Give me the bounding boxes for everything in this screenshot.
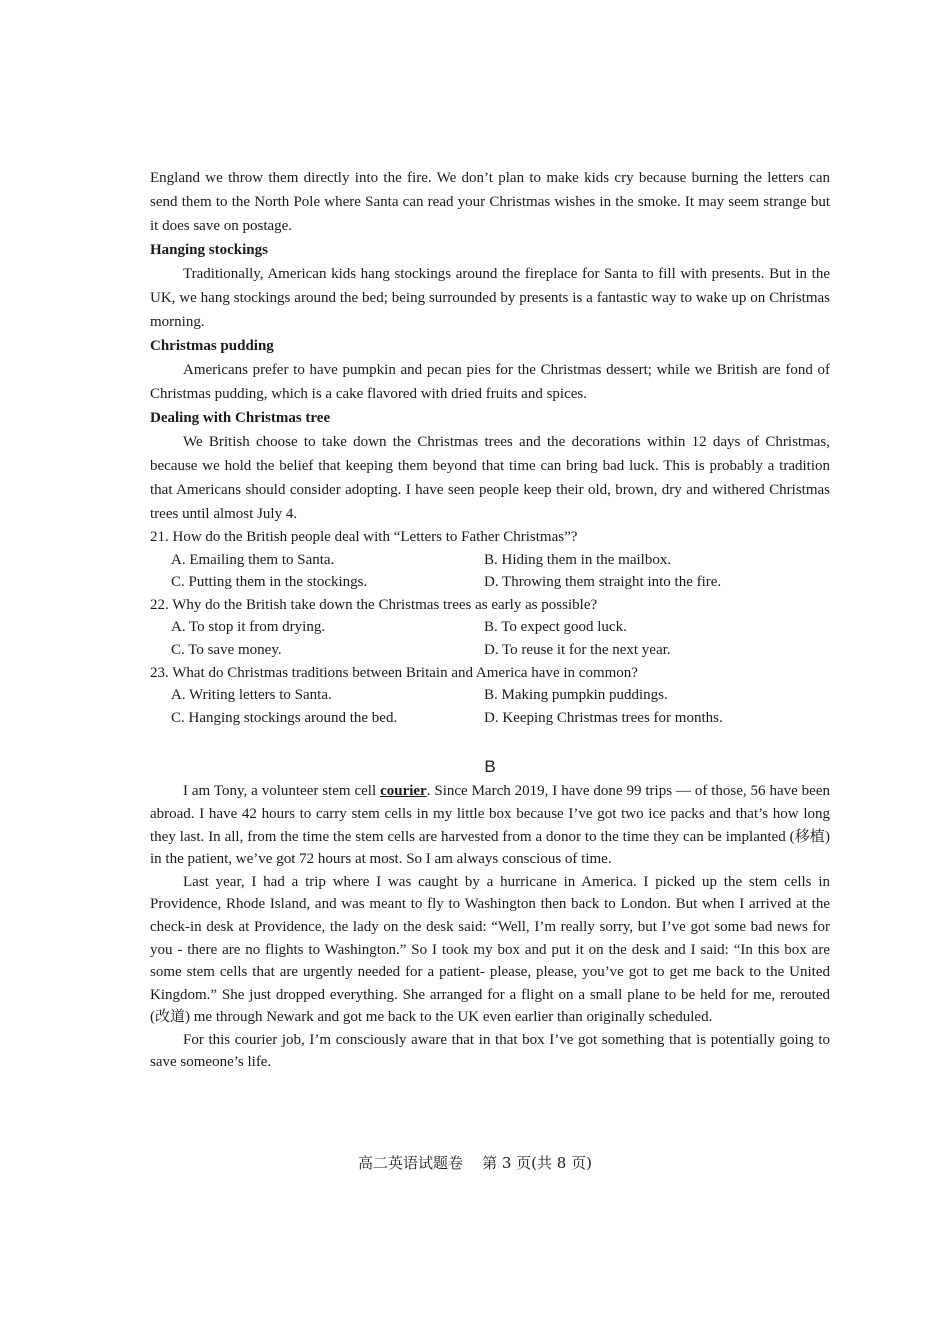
answer-options: [150, 616, 830, 661]
page-footer: 高二英语试题卷 第 3 页(共 8 页): [358, 1154, 592, 1172]
heading-hanging-stockings: Hanging stockings: [150, 242, 268, 258]
paragraph-christmas-tree: We British choose to take down the Christmas trees and the decorations within 12 days of Christmas, because we hold the belief that keeping them beyond that time can bring bad luck. This is probably a tradition that Americans should consider adopting. I have seen people keep their old, brown, dry and withered Christmas trees until almost July 4.: [150, 434, 830, 522]
passage-b-paragraph-1: [150, 780, 830, 870]
option-d: D. Throwing them straight into the fire.: [484, 574, 722, 591]
heading-christmas-tree: Dealing with Christmas tree: [150, 410, 331, 426]
option-b: B. To expect good luck.: [484, 619, 627, 636]
question-stem: 21. How do the British people deal with “Letters to Father Christmas”?: [150, 529, 578, 545]
question-21: [150, 526, 830, 594]
paragraph-stockings: Traditionally, American kids hang stockings around the fireplace for Santa to fill with presents. But in the UK, we hang stockings around the bed; being surrounded by presents is a fantastic way to wake up on Christmas morning.: [150, 266, 830, 330]
option-b: B. Hiding them in the mailbox.: [484, 551, 672, 568]
option-a: A. To stop it from drying.: [171, 619, 326, 636]
option-c: C. To save money.: [171, 641, 282, 658]
option-b: B. Making pumpkin puddings.: [484, 687, 668, 704]
option-d: D. Keeping Christmas trees for months.: [484, 709, 723, 726]
answer-options: [150, 684, 830, 729]
heading-christmas-pudding: Christmas pudding: [150, 338, 274, 354]
passage-b-paragraph-3: For this courier job, I’m consciously aware that in that box I’ve got something that is potentially going to save someone’s life.: [150, 1031, 830, 1071]
question-23: [150, 662, 830, 730]
question-stem: 22. Why do the British take down the Christmas trees as early as possible?: [150, 596, 598, 613]
passage-b: [150, 756, 830, 1074]
passage-a-continued-paragraph: England we throw them directly into the fire. We don’t plan to make kids cry because burning the letters can send them to the North Pole where Santa can read your Christmas wishes in the smoke. It may seem strange but it does save on postage.: [150, 170, 830, 234]
underlined-keyword: courier: [380, 783, 427, 800]
paragraph-pudding: Americans prefer to have pumpkin and pecan pies for the Christmas dessert; while we British are fond of Christmas pudding, which is a cake flavored with dried fruits and spices.: [150, 362, 830, 402]
option-a: A. Writing letters to Santa.: [171, 687, 332, 704]
option-c: C. Putting them in the stockings.: [171, 574, 368, 591]
option-a: A. Emailing them to Santa.: [171, 551, 335, 568]
question-stem: 23. What do Christmas traditions between Britain and America have in common?: [150, 664, 638, 681]
passage-b-paragraph-2: Last year, I had a trip where I was caught by a hurricane in America. I picked up the stem cells in Providence, Rhode Island, and was meant to fly to Washington then back to London. But when I arrived at the check-in desk at Providence, the lady on the desk said: “Well, I’m really sorry, but I’ve got some bad news for you - there are no flights to Washington.” So I took my box and put it on the desk and I said: “In this box are some stem cells that are urgently needed for a patient- please, please, you’ve got to get me back to the United Kingdom.” She just dropped everything. She arranged for a flight on a small plane to be held for me, rerouted (改道) me through Newark and got me back to the UK even earlier than originally scheduled.: [150, 873, 830, 1026]
option-c: C. Hanging stockings around the bed.: [171, 709, 398, 726]
section-title: B: [484, 757, 496, 777]
answer-options: [150, 549, 830, 594]
exam-page-body: [150, 166, 830, 1074]
question-22: [150, 594, 830, 662]
paragraph-text-after: . Since March 2019, I have done 99 trips — of those, 56 have been abroad. I have 42 hours to carry stem cells in my little box because I’ve got two ice packs and that’s how long they last. In all, from the time the stem cells are harvested from a donor to the time they can be implanted (移植) in the patient, we’ve got 72 hours at most. So I am always conscious of time.: [150, 783, 830, 868]
paragraph-text-before: I am Tony, a volunteer stem cell: [183, 783, 381, 800]
option-d: D. To reuse it for the next year.: [484, 641, 671, 658]
